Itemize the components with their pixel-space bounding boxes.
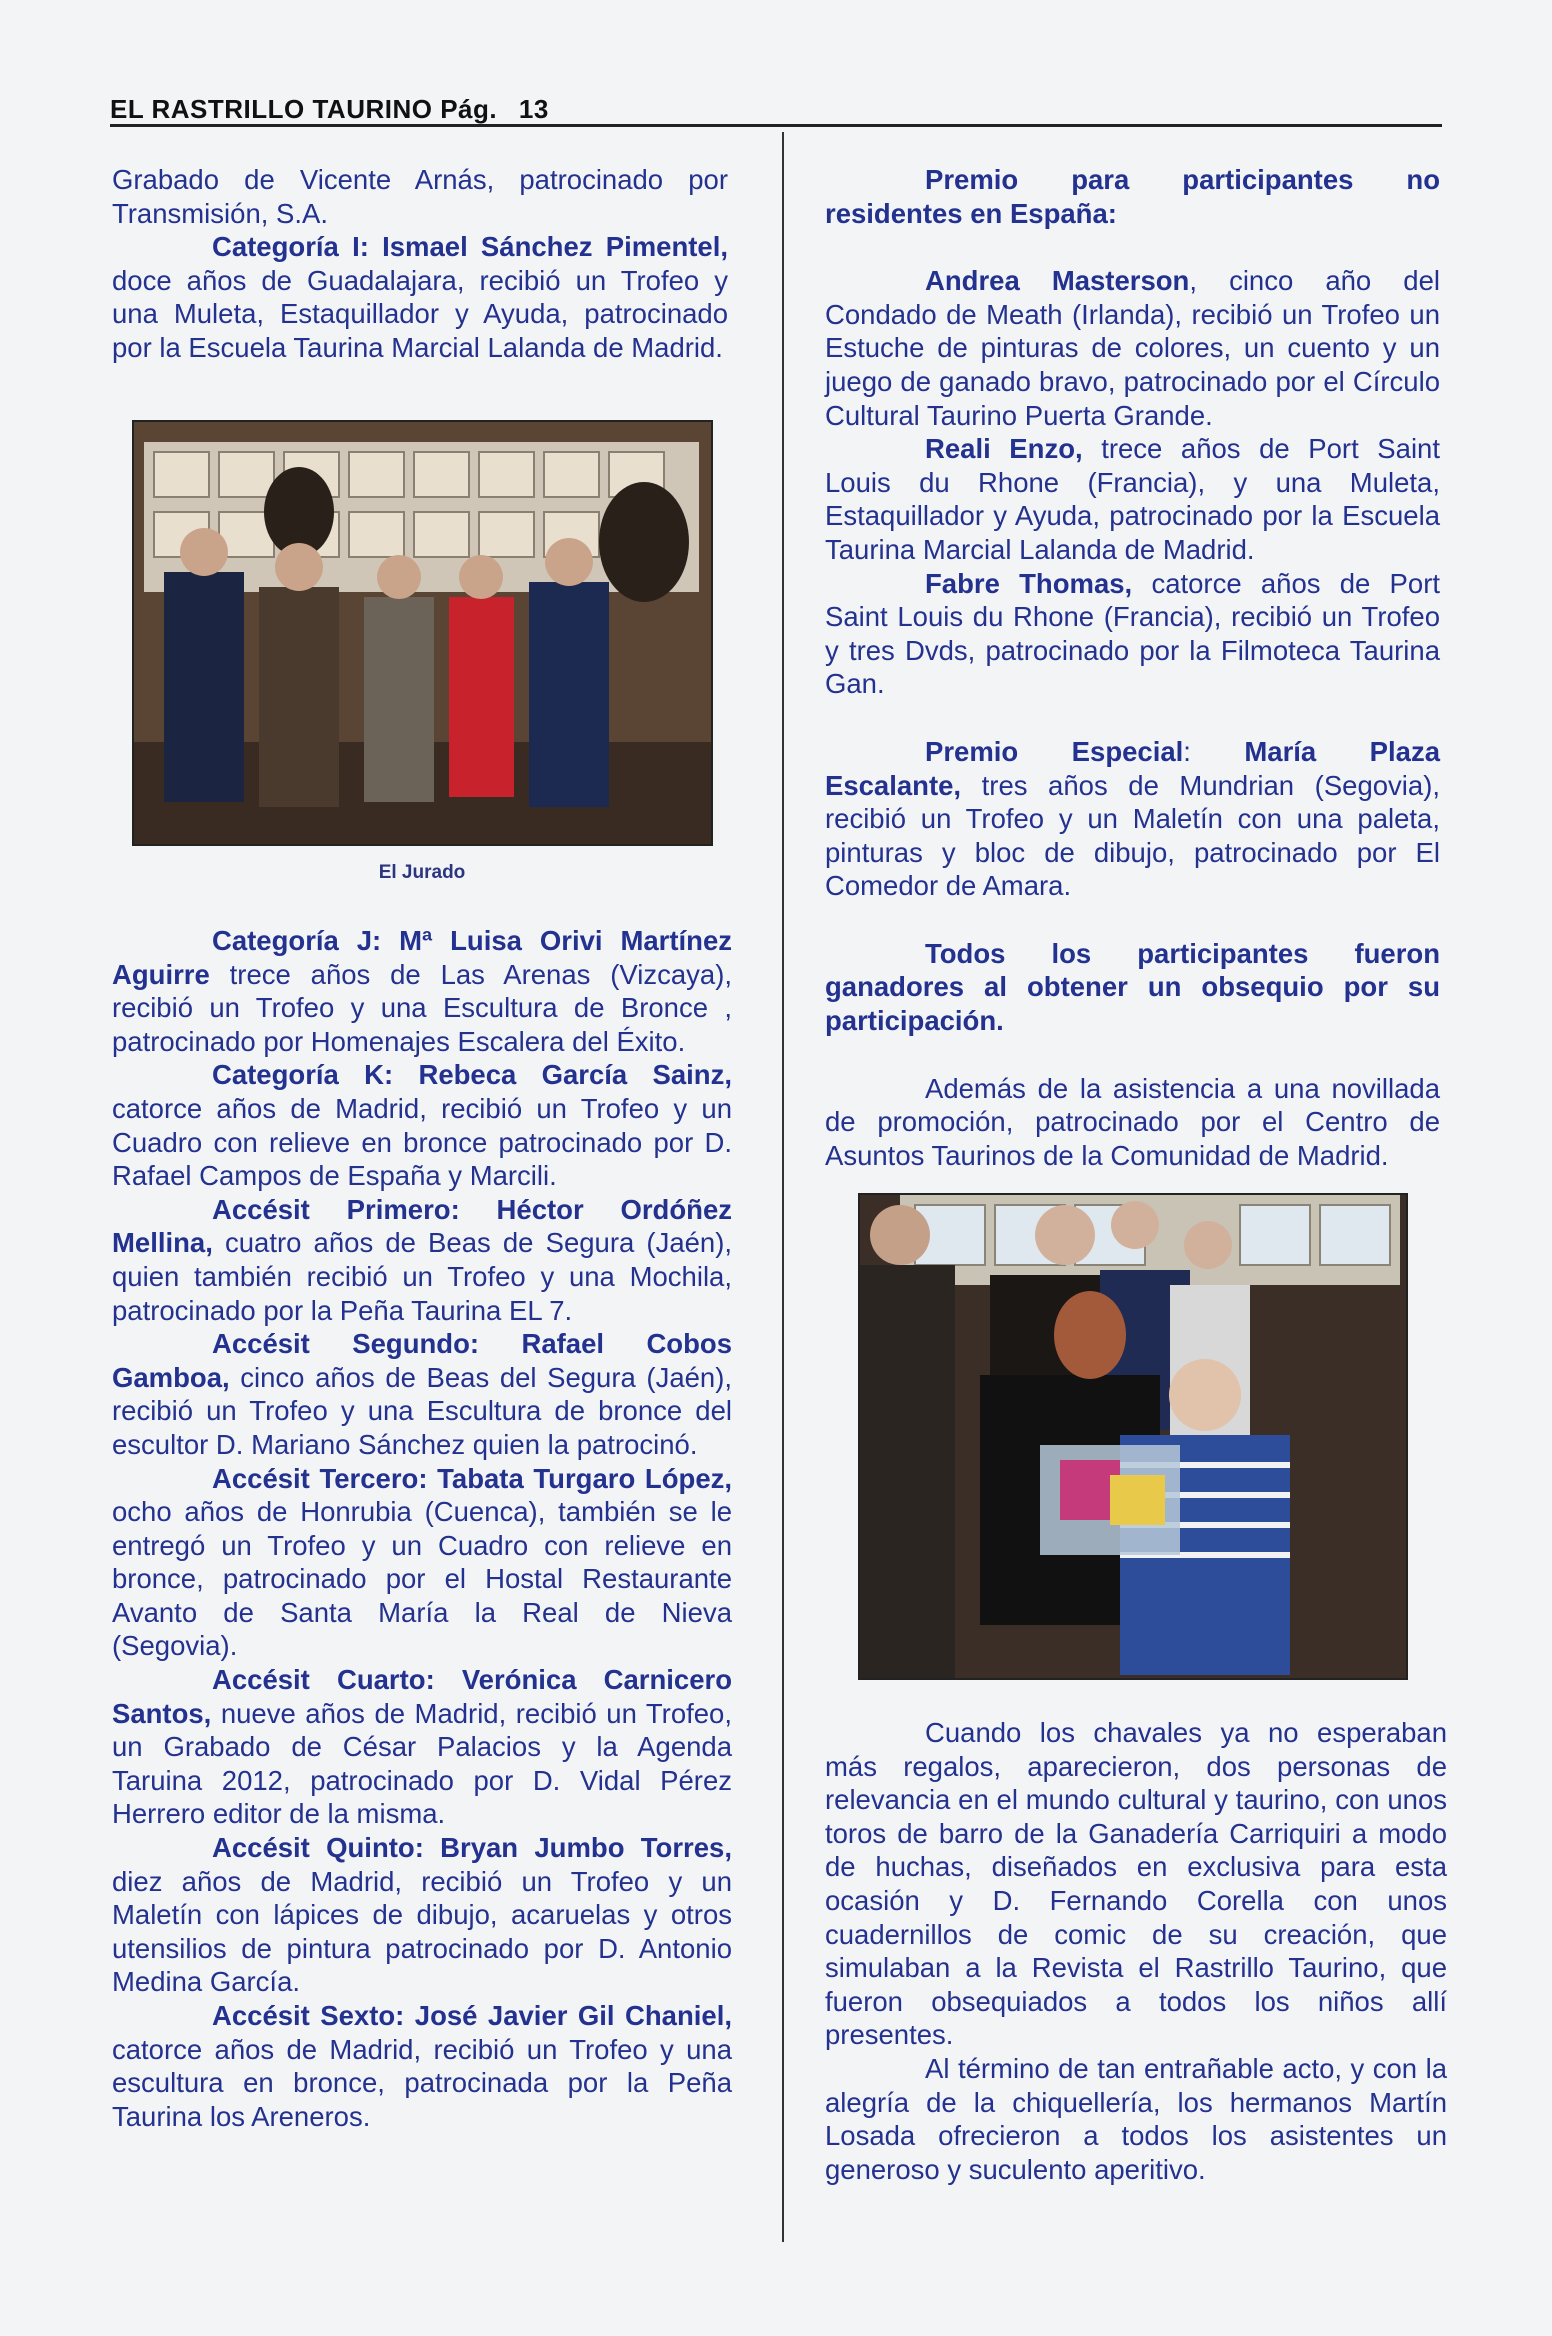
award-name: María Plaza Escalante, [825,735,1440,801]
award-name: Accésit Sexto: José Javier Gil Chaniel, [212,2000,732,2031]
column-divider [782,132,784,2242]
award-name: Accésit Tercero: Tabata Turgaro López, [212,1462,732,1494]
page-number: 13 [518,94,549,124]
paragraph-novillada: Además de la asistencia a una novillada de promoción, patrocinado por el Centro de Asuntos Taurinos de la Comunidad de Madrid. [825,1072,1440,1171]
right-column-top [825,163,1440,1172]
paragraph-categoria-i: Categoría I: Ismael Sánchez Pimentel, doce años de Guadalajara, recibió un Trofeo y una Muleta, Estaquillador y Ayuda, patrocinado por la Escuela Taurina Marcial Lalanda de Madrid. [112,231,728,363]
jury-photo [132,420,713,846]
paragraph-accesit-cuarto: Accésit Cuarto: Verónica Carnicero Santos, nueve años de Madrid, recibió un Trofeo, un Grabado de César Palacios y la Agenda Taruina 2012, patrocinado por D. Vidal Pérez Herrero editor de la misma. [112,1664,732,1830]
award-name: Accésit Primero: Héctor Ordóñez Mellina, [112,1193,732,1259]
paragraph-fabre-thomas: Fabre Thomas, catorce años de Port Saint Louis du Rhone (Francia), recibió un Trofeo y tres Dvds, patrocinado por la Filmoteca Taurina Gan. [825,567,1440,700]
paragraph-grabado: Grabado de Vicente Arnás, patrocinado por Transmisión, S.A. [112,164,728,229]
paragraph-chavales: Cuando los chavales ya no esperaban más regalos, aparecieron, dos personas de relevancia en el mundo cultural y taurino, con unos toros de barro de la Ganadería Carriquiri a modo de huchas, diseñados en exclusiva para esta ocasión y D. Fernando Corella con unos cuadernillos de comic de su creación, que simulaban a la Revista el Rastrillo Taurino, que fueron obsequiados a todos los niños allí presentes. [825,1717,1447,2051]
paragraph-andrea-masterson: Andrea Masterson, cinco año del Condado de Meath (Irlanda), recibió un Trofeo un Estuche de pinturas de colores, un cuento y un juego de ganado bravo, patrocinado por el Círculo Cultural Taurino Puerta Grande. [825,265,1440,431]
paragraph-termino: Al término de tan entrañable acto, y con la alegría de la chiquellería, los hermanos Martín Losada ofrecieron a todos los asistentes un generoso y suculento aperitivo. [825,2052,1447,2185]
paragraph-accesit-primero: Accésit Primero: Héctor Ordóñez Mellina, cuatro años de Beas de Segura (Jaén), quien también recibió un Trofeo y una Mochila, patrocinado por la Peña Taurina EL 7. [112,1193,732,1326]
paragraph-accesit-quinto: Accésit Quinto: Bryan Jumbo Torres, diez años de Madrid, recibió un Trofeo y un Maletín con lápices de dibujo, acaruelas y otros utensilios de pintura patrocinado por D. Antonio Medina García. [112,1832,732,1998]
award-name: Andrea Masterson [925,265,1190,297]
award-name: Accésit Quinto: Bryan Jumbo Torres, [212,1832,732,1864]
paragraph-categoria-j: Categoría J: Mª Luisa Orivi Martínez Aguirre trece años de Las Arenas (Vizcaya), recibió un Trofeo y una Escultura de Bronce , patrocinado por Homenajes Escalera del Éxito. [112,925,732,1057]
section-heading-no-residentes: Premio para participantes no residentes en España: [825,164,1440,229]
page-label: Pág. [440,94,498,124]
running-header [110,94,1440,124]
award-name: Premio Especial [925,735,1184,767]
award-ceremony-photo [858,1193,1408,1680]
award-name: Categoría I: Ismael Sánchez Pimentel, [212,231,728,263]
award-ceremony-illustration [860,1195,1406,1678]
award-name: Fabre Thomas, [925,567,1133,599]
header-rule [110,124,1442,127]
award-name: Accésit Segundo: Rafael Cobos Gamboa, [112,1328,732,1393]
paragraph-accesit-segundo: Accésit Segundo: Rafael Cobos Gamboa, cinco años de Beas del Segura (Jaén), recibió un Trofeo y una Escultura de bronce del escultor D. Mariano Sánchez quien la patrocinó. [112,1328,732,1460]
paragraph-premio-especial: Premio Especial: María Plaza Escalante, tres años de Mundrian (Segovia), recibió un Trofeo y un Maletín con una paleta, pinturas y bloc de dibujo, patrocinado por El Comedor de Amara. [825,735,1440,902]
award-name: Reali Enzo, [925,433,1083,465]
award-name: Accésit Cuarto: Verónica Carnicero Santos, [112,1664,732,1729]
jury-photo-illustration [134,422,711,844]
right-column-bottom [825,1716,1447,2186]
photo-caption: El Jurado [378,862,466,883]
magazine-title: EL RASTRILLO TAURINO [110,94,433,124]
paragraph-accesit-sexto: Accésit Sexto: José Javier Gil Chaniel, catorce años de Madrid, recibió un Trofeo y una escultura en bronce, patrocinada por la Peña Taurina los Areneros. [112,2000,732,2132]
award-name: Categoría K: Rebeca García Sainz, [212,1059,732,1091]
award-name: Categoría J: Mª Luisa Orivi Martínez Aguirre [112,925,732,990]
paragraph-accesit-tercero: Accésit Tercero: Tabata Turgaro López, ocho años de Honrubia (Cuenca), también se le entregó un Trofeo y un Cuadro con relieve en bronce, patrocinado por el Hostal Restaurante Avanto de Santa María la Real de Nieva (Segovia). [112,1462,732,1662]
left-column-bottom [112,924,732,2133]
paragraph-categoria-k: Categoría K: Rebeca García Sainz, catorce años de Madrid, recibió un Trofeo y un Cuadro con relieve en bronce patrocinado por D. Rafael Campos de España y Marcili. [112,1059,732,1192]
paragraph-todos-ganadores: Todos los participantes fueron ganadores al obtener un obsequio por su participación. [825,937,1440,1037]
left-column-top [112,163,728,365]
paragraph-reali-enzo: Reali Enzo, trece años de Port Saint Louis du Rhone (Francia), y una Muleta, Estaquillador y Ayuda, patrocinado por la Escuela Taurina Marcial Lalanda de Madrid. [825,433,1440,565]
